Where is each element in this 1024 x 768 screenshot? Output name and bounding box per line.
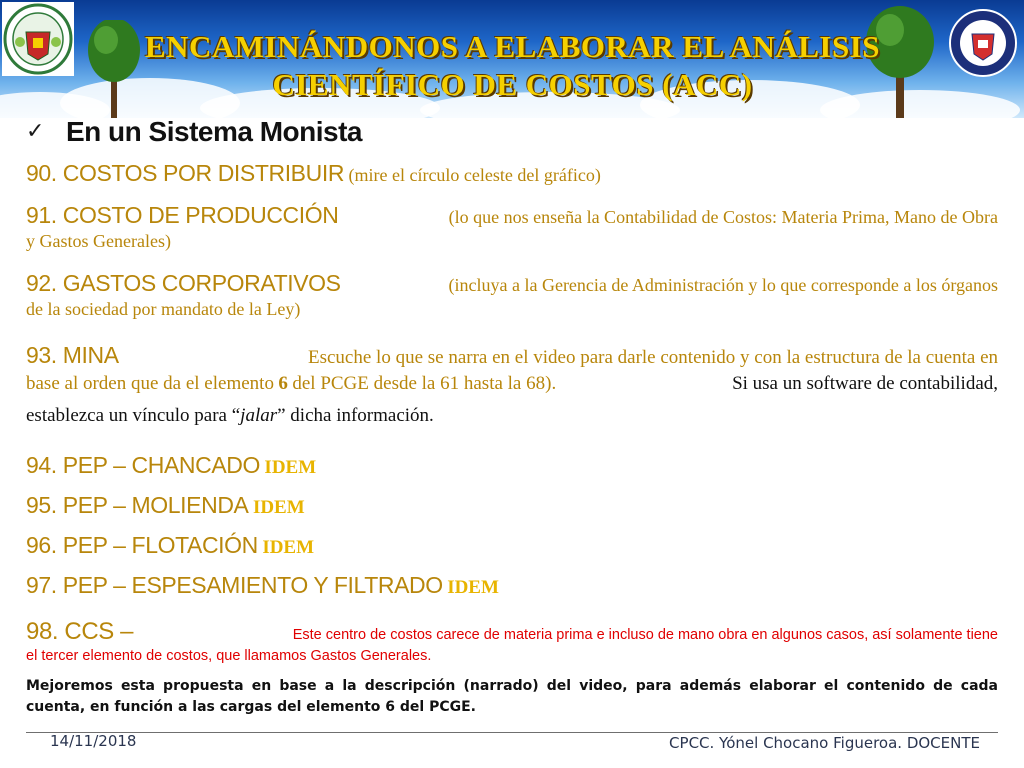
item-93-heading: 93. MINA bbox=[26, 342, 119, 368]
slide-header bbox=[0, 0, 1024, 118]
university-seal-icon bbox=[2, 2, 74, 76]
footer-author: CPCC. Yónel Chocano Figueroa. DOCENTE bbox=[669, 734, 980, 752]
list-item-96 bbox=[26, 532, 998, 559]
list-item-91 bbox=[26, 202, 998, 252]
list-item-90 bbox=[26, 160, 998, 187]
list-item-97 bbox=[26, 572, 998, 599]
list-item-93 bbox=[26, 342, 998, 427]
section-subtitle: En un Sistema Monista bbox=[66, 116, 362, 147]
item-95-idem: IDEM bbox=[252, 497, 305, 518]
faculty-seal-icon bbox=[948, 8, 1018, 78]
item-94-idem: IDEM bbox=[264, 457, 317, 478]
item-93-line3-a: establezca un vínculo para “ bbox=[26, 405, 241, 426]
item-92-note-line2: de la sociedad por mandato de la Ley) bbox=[26, 299, 301, 319]
item-93-line2-d: Si usa un software de contabilidad, bbox=[732, 373, 998, 394]
title-line-2: CIENTÍFICO DE COSTOS (ACC) bbox=[272, 67, 753, 102]
item-93-line2-c: del PCGE desde la 61 hasta la 68). bbox=[292, 373, 557, 394]
item-93-element-number: 6 bbox=[278, 373, 288, 394]
item-95-heading: 95. PEP – MOLIENDA bbox=[26, 492, 249, 518]
item-93-line1: Escuche lo que se narra en el video para darle contenido y con la estructura de la cuenta en bbox=[307, 347, 998, 368]
title-line-1: ENCAMINÁNDONOS A ELABORAR EL ANÁLISIS bbox=[144, 29, 881, 64]
list-item-92 bbox=[26, 270, 998, 320]
list-item-94 bbox=[26, 452, 998, 479]
item-98-line2: el tercer elemento de costos, que llamamos Gastos Generales. bbox=[26, 648, 432, 664]
checkmark-icon: ✓ bbox=[26, 119, 45, 144]
item-93-line3-jalar: jalar bbox=[240, 405, 278, 426]
slide-title bbox=[110, 28, 915, 104]
footer-date: 14/11/2018 bbox=[50, 732, 137, 750]
footer-divider bbox=[26, 732, 998, 733]
item-90-heading: 90. COSTOS POR DISTRIBUIR bbox=[26, 160, 345, 186]
item-93-line3-c: ” dicha información. bbox=[277, 405, 434, 426]
list-item-95 bbox=[26, 492, 998, 519]
item-96-heading: 96. PEP – FLOTACIÓN bbox=[26, 532, 258, 558]
item-97-heading: 97. PEP – ESPESAMIENTO Y FILTRADO bbox=[26, 572, 443, 598]
item-93-line2-a: base al orden que da el elemento bbox=[26, 373, 274, 394]
item-94-heading: 94. PEP – CHANCADO bbox=[26, 452, 260, 478]
item-91-note-line1: (lo que nos enseña la Contabilidad de Costos: Materia Prima, Mano de Obra bbox=[448, 207, 998, 227]
item-96-idem: IDEM bbox=[262, 537, 315, 558]
item-90-note: (mire el círculo celeste del gráfico) bbox=[348, 165, 601, 185]
item-93-line2 bbox=[26, 373, 998, 395]
instruction-note: Mejoremos esta propuesta en base a la descripción (narrado) del video, para además elaborar el contenido de cada cuenta, en función a las cargas del elemento 6 del PCGE. bbox=[26, 678, 998, 715]
item-92-note-line1: (incluya a la Gerencia de Administración y lo que corresponde a los órganos bbox=[448, 275, 998, 295]
item-92-heading: 92. GASTOS CORPORATIVOS bbox=[26, 270, 341, 296]
item-97-idem: IDEM bbox=[447, 577, 499, 598]
list-item-98 bbox=[26, 618, 998, 664]
item-91-note-line2: y Gastos Generales) bbox=[26, 231, 171, 251]
item-98-line1: Este centro de costos carece de materia prima e incluso de mano obra en algunos casos, así solamente tiene bbox=[292, 627, 998, 643]
item-98-heading: 98. CCS – bbox=[26, 618, 134, 645]
item-91-heading: 91. COSTO DE PRODUCCIÓN bbox=[26, 202, 339, 228]
item-93-line3 bbox=[26, 405, 998, 427]
